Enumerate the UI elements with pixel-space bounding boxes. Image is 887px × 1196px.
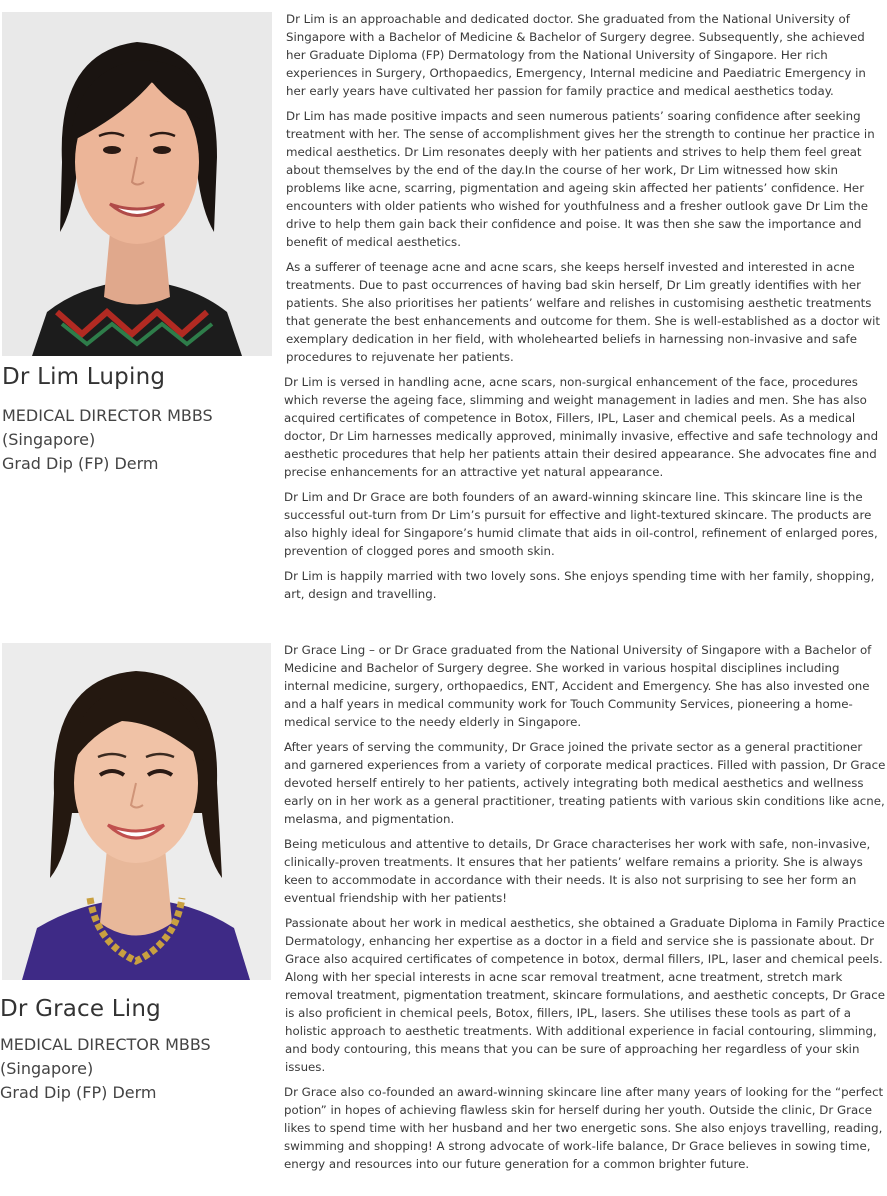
bio-paragraph: Dr Lim is an approachable and dedicated doctor. She graduated from the National University of Singapore with a Bachelor of Medicine & Bachelor of Surgery degree. Subsequently, she achieved her Graduate Diploma (FP) Dermatology from the National University of Singapore. Her rich experiences in Surgery, Orthopaedics, Emergency, Internal medicine and Paediatric Emergency in her early years have cultivated her passion for family practice and medical aesthetics today. (286, 12, 866, 98)
doctor-credentials (2, 404, 213, 476)
credential-line: (Singapore) (0, 1059, 94, 1078)
doctor-name: Dr Grace Ling (0, 996, 161, 1022)
doctor-credentials (0, 1033, 211, 1105)
doctor-bio (284, 641, 887, 1180)
bio-paragraph: Dr Grace also co-founded an award-winning skincare line after many years of looking for the “perfect potion” in hopes of achieving flawless skin for herself during her youth. Outside the clinic, Dr Grace likes to spend time with her husband and her two energetic sons. She also enjoys travelling, reading, swimming and shopping! A strong advocate of work-life balance, Dr Grace believes in sowing time, energy and resources into our future generation for a common brighter future. (284, 1085, 884, 1171)
bio-paragraph: As a sufferer of teenage acne and acne scars, she keeps herself invested and interested in acne treatments. Due to past occurrences of having bad skin herself, Dr Lim greatly identifies with her patients. She also prioritises her patients’ welfare and relishes in customising aesthetic treatments that generate the best enhancements and outcome for them. She is well-established as a doctor wit exemplary dedication in her field, with wholehearted beliefs in harnessing non-invasive and safe procedures to rejuvenate her patients. (286, 260, 881, 364)
bio-paragraph: Dr Grace Ling – or Dr Grace graduated from the National University of Singapore with a Bachelor of Medicine and Bachelor of Surgery degree. She worked in various hospital disciplines including internal medicine, surgery, orthopaedics, ENT, Accident and Emergency. She has also invested one and a half years in medical community work for Touch Community Services, pioneering a home-medical service to the needy elderly in Singapore. (284, 643, 872, 729)
doctor-photo-lim (2, 12, 272, 356)
credential-line: Grad Dip (FP) Derm (2, 454, 159, 473)
bio-paragraph: Dr Lim is happily married with two lovely sons. She enjoys spending time with her family, shopping, art, design and travelling. (284, 569, 875, 601)
portrait-image (2, 643, 271, 980)
credential-line: MEDICAL DIRECTOR MBBS (0, 1035, 211, 1054)
doctor-profile-grace (0, 640, 887, 1196)
credential-line: Grad Dip (FP) Derm (0, 1083, 157, 1102)
bio-paragraph: Passionate about her work in medical aesthetics, she obtained a Graduate Diploma in Family Practice Dermatology, enhancing her expertise as a doctor in a field and service she is passionate about. Dr Grace also acquired certificates of competence in botox, dermal fillers, IPL, laser and chemical peels. Along with her special interests in acne scar removal treatment, acne treatment, stretch mark removal treatment, pigmentation treatment, skincare formulations, and aesthetic concepts, Dr Grace is also proficient in chemical peels, Botox, fillers, IPL, lasers. She utilises these tools as part of a holistic approach to aesthetic treatments. With additional experience in facial contouring, slimming, and body contouring, this means that you can be sure of approaching her regardless of your skin issues. (285, 916, 886, 1074)
bio-paragraph: Being meticulous and attentive to details, Dr Grace characterises her work with safe, non-invasive, clinically-proven treatments. It ensures that her patients’ welfare remains a priority. She is always keen to accommodate in accordance with their needs. It is also not surprising to see her form an eventual friendship with her patients! (284, 837, 871, 905)
credential-line: (Singapore) (2, 430, 96, 449)
bio-paragraph: Dr Lim and Dr Grace are both founders of an award-winning skincare line. This skincare line is the successful out-turn from Dr Lim’s pursuit for effective and light-textured skincare. The products are also highly ideal for Singapore’s humid climate that aids in oil-control, refinement of enlarged pores, prevention of clogged pores and smooth skin. (284, 490, 878, 558)
doctor-photo-grace (2, 643, 271, 980)
bio-paragraph: Dr Lim has made positive impacts and seen numerous patients’ soaring confidence after seeking treatment with her. The sense of accomplishment gives her the strength to continue her practice in medical aesthetics. Dr Lim resonates deeply with her patients and strives to help them feel great about themselves by the end of the day.In the course of her work, Dr Lim witnessed how skin problems like acne, scarring, pigmentation and ageing skin affected her patients’ confidence. Her encounters with older patients who wished for youthfulness and a fresher outlook gave Dr Lim the drive to help them gain back their confidence and poise. It was then she saw the importance and benefit of medical aesthetics. (286, 109, 875, 249)
bio-paragraph: After years of serving the community, Dr Grace joined the private sector as a general practitioner and garnered experiences from a variety of corporate medical practices. Filled with passion, Dr Grace devoted herself entirely to her patients, actively integrating both medical aesthetics and wellness early on in her work as a general practitioner, treating patients with various skin conditions like acne, melasma, and pigmentation. (284, 740, 886, 826)
portrait-image (2, 12, 272, 356)
doctor-name: Dr Lim Luping (2, 364, 166, 390)
doctor-bio (286, 10, 887, 610)
credential-line: MEDICAL DIRECTOR MBBS (2, 406, 213, 425)
bio-paragraph: Dr Lim is versed in handling acne, acne scars, non-surgical enhancement of the face, procedures which reverse the ageing face, slimming and weight management in ladies and men. She has also acquired certificates of competence in Botox, Fillers, IPL, Laser and chemical peels. As a medical doctor, Dr Lim harnesses medically approved, minimally invasive, effective and safe technology and aesthetic procedures that help her patients attain their desired appearance. She advocates fine and precise enhancements for an attractive yet natural appearance. (284, 375, 879, 479)
